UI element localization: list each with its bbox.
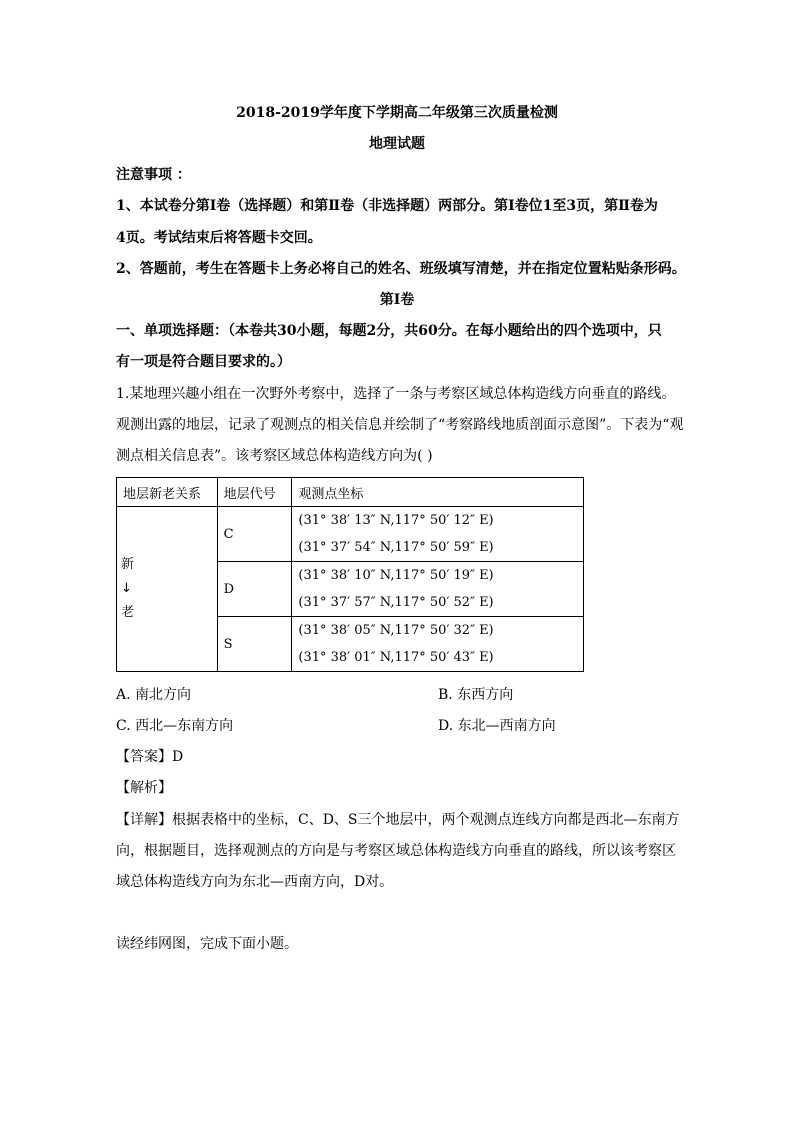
coordinate-cell bbox=[292, 617, 584, 672]
part1-instruction-line-2: 有一项是符合题目要求的。） bbox=[116, 354, 291, 370]
stratum-code-cell: D bbox=[217, 562, 292, 617]
stratum-code-cell: S bbox=[217, 617, 292, 672]
notice-item-2: 2、答题前，考生在答题卡上务必将自己的姓名、班级填写清楚，并在指定位置粘贴条形码。 bbox=[116, 261, 686, 277]
question-1-line-1: 1.某地理兴趣小组在一次野外考察中，选择了一条与考察区域总体构造线方向垂直的路线。 bbox=[116, 386, 676, 402]
notice-heading: 注意事项 ： bbox=[116, 167, 191, 183]
stratum-code-cell: C bbox=[217, 507, 292, 562]
age-old-label: 老 bbox=[121, 605, 135, 620]
exam-subtitle: 地理试题 bbox=[369, 136, 425, 152]
table-header-cell: 观测点坐标 bbox=[292, 478, 584, 507]
notice-item-1-line-1: 1、本试卷分第Ⅰ卷（选择题）和第Ⅱ卷（非选择题）两部分。第Ⅰ卷位1至3页，第Ⅱ卷为 bbox=[116, 198, 658, 214]
age-new-label: 新 bbox=[121, 557, 135, 572]
option-c: C. 西北—东南方向 bbox=[116, 718, 234, 734]
option-b: B. 东西方向 bbox=[438, 687, 514, 703]
coordinate: (31° 38′ 13″ N,117° 50′ 12″ E) bbox=[298, 513, 494, 528]
answer-label: 【答案】D bbox=[116, 749, 184, 765]
detail-line-2: 向，根据题目，选择观测点的方向是与考察区域总体构造线方向垂直的路线，所以该考察区 bbox=[116, 843, 676, 859]
observation-info-table bbox=[116, 477, 584, 672]
coordinate: (31° 38′ 01″ N,117° 50′ 43″ E) bbox=[298, 650, 494, 665]
option-a: A. 南北方向 bbox=[116, 687, 192, 703]
coordinate: (31° 37′ 54″ N,117° 50′ 59″ E) bbox=[298, 540, 494, 555]
down-arrow-icon: ↓ bbox=[121, 581, 132, 596]
question-1-line-3: 测点相关信息表”。该考察区域总体构造线方向为( ) bbox=[116, 448, 433, 464]
part1-instruction-line-1: 一、单项选择题：（本卷共30小题，每题2分，共60分。在每小题给出的四个选项中，只 bbox=[116, 323, 662, 339]
coordinate: (31° 37′ 57″ N,117° 50′ 52″ E) bbox=[298, 595, 494, 610]
section-title: 第Ⅰ卷 bbox=[379, 292, 415, 308]
option-d: D. 东北—西南方向 bbox=[438, 718, 556, 734]
detail-line-1: 【详解】根据表格中的坐标，C、D、S三个地层中，两个观测点连线方向都是西北—东南方 bbox=[116, 812, 680, 828]
coordinate: (31° 38′ 05″ N,117° 50′ 32″ E) bbox=[298, 623, 494, 638]
detail-line-3: 域总体构造线方向为东北—西南方向，D对。 bbox=[116, 874, 394, 890]
coordinate-cell bbox=[292, 507, 584, 562]
table-header-row bbox=[117, 478, 584, 507]
exam-title: 2018-2019学年度下学期高二年级第三次质量检测 bbox=[236, 105, 558, 121]
next-question-prompt: 读经纬网图，完成下面小题。 bbox=[116, 936, 298, 952]
age-relation-cell bbox=[117, 507, 218, 672]
table-header-cell: 地层代号 bbox=[217, 478, 292, 507]
notice-item-1-line-2: 4页。考试结束后将答题卡交回。 bbox=[116, 230, 322, 246]
coordinate-cell bbox=[292, 562, 584, 617]
table-row bbox=[117, 507, 584, 562]
table-header-cell: 地层新老关系 bbox=[117, 478, 218, 507]
question-1-line-2: 观测出露的地层，记录了观测点的相关信息并绘制了“考察路线地质剖面示意图”。下表为“观 bbox=[116, 417, 684, 433]
analysis-label: 【解析】 bbox=[116, 780, 172, 796]
coordinate: (31° 38′ 10″ N,117° 50′ 19″ E) bbox=[298, 568, 494, 583]
